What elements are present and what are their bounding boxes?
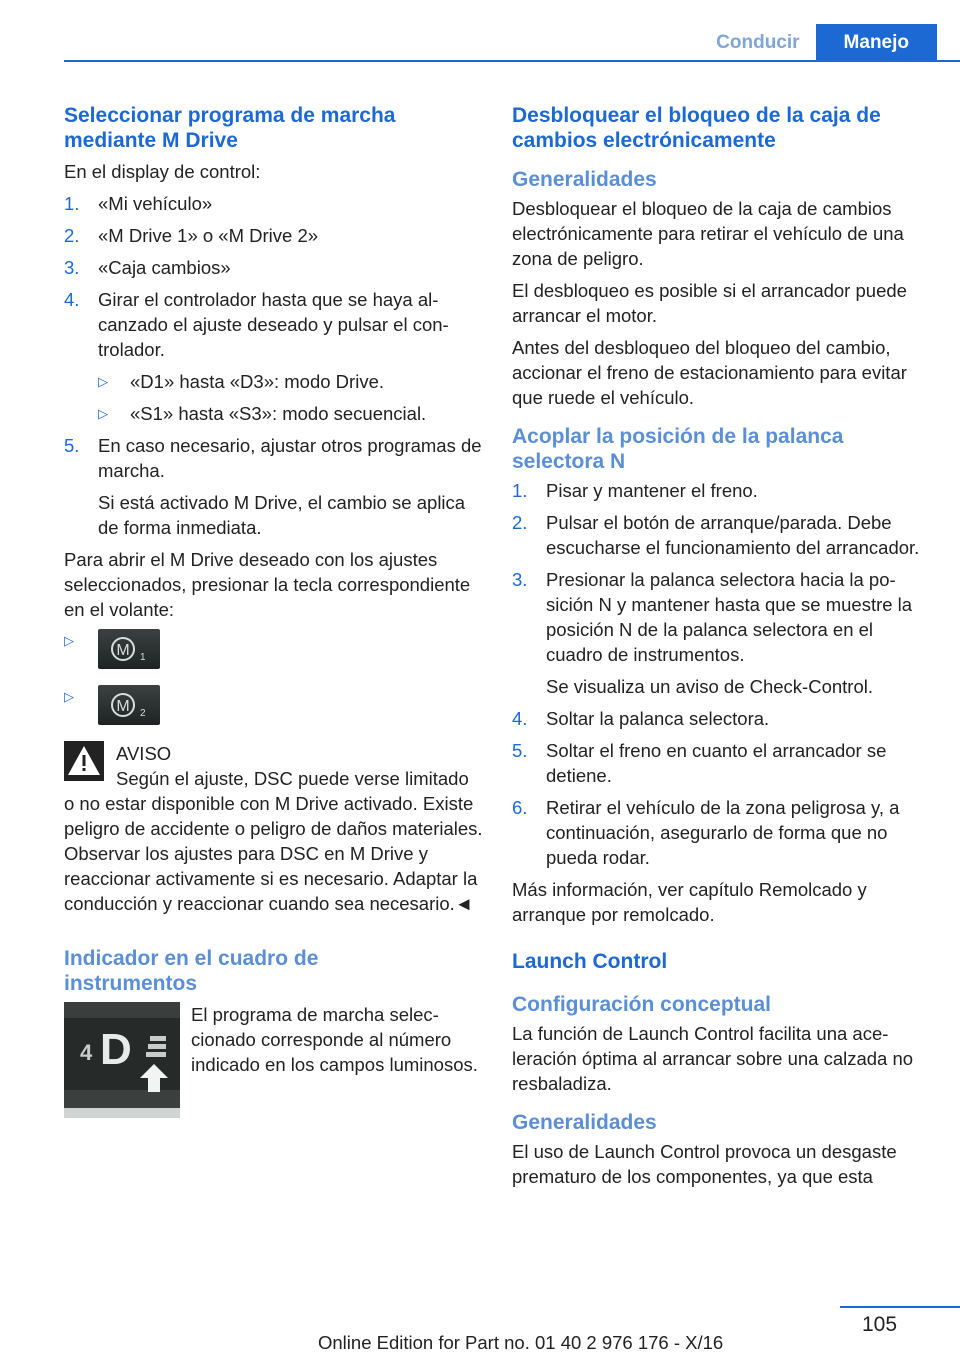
heading-desbloquear: Desbloquear el bloqueo de la caja de cambios electrónicamente [512, 104, 881, 152]
indicator-text: El programa de marcha seleccionado corresponde al número indicado en los campos luminosos. [191, 1004, 478, 1075]
triangle-bullet-icon: ▷ [64, 689, 74, 704]
list-item: 4. Girar el controlador hasta que se haya alcanzado el ajuste deseado y pulsar el controlador. [64, 289, 449, 360]
list-item: 5. Soltar el freno en cuanto el arrancador se detiene. [512, 740, 887, 786]
heading-launch-control: Launch Control [512, 950, 668, 973]
buttons-paragraph: Para abrir el M Drive deseado con los ajustes seleccionados, presionar la tecla correspondiente en el volante: [64, 549, 471, 620]
right-column [512, 103, 930, 1196]
instrument-cluster-image [64, 1002, 180, 1118]
subheading-generalidades-2: Generalidades [512, 1111, 657, 1134]
triangle-bullet-icon: ▷ [98, 374, 108, 389]
warning-body: Según el ajuste, DSC puede verse limitado o no estar disponible con M Drive activado. Existe peligro de accidente o peligro de daños materiales. Observar los ajustes para DSC en M Drive y reaccionar activamente si es necesario. Adaptar la conducción y reaccionar cuando sea necesario.◄ [64, 768, 483, 914]
svg-text:1: 1 [140, 652, 146, 663]
cluster-gear-letter: D [100, 1025, 132, 1074]
subheading-configuracion: Configuración conceptual [512, 993, 772, 1016]
step3-note: Se visualiza un aviso de Check-Control. [546, 676, 873, 697]
unlock-steps [512, 478, 930, 667]
paragraph: Antes del desbloqueo del bloqueo del cambio, accionar el freno de estacionamiento para evitar que ruede el vehículo. [512, 337, 907, 408]
list-item: 4. Soltar la palanca selectora. [512, 708, 770, 729]
sub-item: ▷ «S1» hasta «S3»: modo secuencial. [98, 403, 427, 424]
list-item: 3. Presionar la palanca selectora hacia la posición N y mantener hasta que se muestre la posición N de la palanca selectora en el cuadro de instrumentos. [512, 569, 913, 665]
list-item: 1. «Mi vehículo» [64, 193, 213, 214]
tab-manejo[interactable]: Manejo [816, 24, 937, 61]
list-item: 2. «M Drive 1» o «M Drive 2» [64, 225, 319, 246]
m-drive-steps-cont [64, 433, 484, 483]
tab-conducir[interactable]: Conducir [700, 24, 815, 61]
list-item: 2. Pulsar el botón de arranque/parada. Debe escucharse el funcionamiento del arrancador. [512, 512, 920, 558]
heading-indicador: Indicador en el cuadro de instrumentos [64, 947, 319, 995]
paragraph: El desbloqueo es posible si el arrancador puede arrancar el motor. [512, 280, 907, 326]
triangle-bullet-icon: ▷ [64, 633, 74, 648]
warning-title: AVISO [116, 743, 172, 764]
unlock-steps-cont [512, 706, 930, 870]
steering-button-m1 [64, 629, 484, 675]
steering-button-m2 [64, 685, 484, 731]
indicator-row [64, 1002, 484, 1118]
svg-text:2: 2 [140, 708, 146, 719]
footer-rule [840, 1306, 960, 1308]
header-tabs [700, 24, 937, 61]
svg-text:M: M [116, 698, 130, 715]
list-item: 6. Retirar el vehículo de la zona peligrosa y, a continuación, asegurarlo de forma que no pueda rodar. [512, 797, 900, 868]
paragraph: Desbloquear el bloqueo de la caja de cambios electrónicamente para retirar el vehículo de una zona de peligro. [512, 198, 904, 269]
page-number: 105 [862, 1313, 898, 1336]
intro-text: En el display de control: [64, 161, 261, 182]
m2-button-icon [98, 685, 160, 725]
heading-m-drive: Seleccionar programa de marcha mediante M Drive [64, 104, 396, 152]
triangle-bullet-icon: ▷ [98, 406, 108, 421]
sub-item: ▷ «D1» hasta «D3»: modo Drive. [98, 371, 384, 392]
m1-button-icon [98, 629, 160, 669]
svg-text:M: M [116, 642, 130, 659]
m-drive-steps [64, 191, 484, 362]
paragraph: El uso de Launch Control provoca un desgaste prematuro de los componentes, ya que esta [512, 1141, 897, 1187]
left-column [64, 103, 484, 1118]
footer-edition: Online Edition for Part no. 01 40 2 976 176 - X/16 [318, 1332, 724, 1353]
step5-note: Si está activado M Drive, el cambio se aplica de forma inmediata. [98, 492, 466, 538]
cluster-gear-digit: 4 [80, 1040, 93, 1065]
paragraph: La función de Launch Control facilita una aceleración óptima al arrancar sobre una calzada no resbaladiza. [512, 1023, 914, 1094]
warning-text [64, 766, 484, 916]
list-item: 1. Pisar y mantener el freno. [512, 480, 758, 501]
list-item: 5. En caso necesario, ajustar otros programas de marcha. [64, 435, 482, 481]
subheading-acoplar: Acoplar la posición de la palanca selectora N [512, 425, 844, 473]
list-item: 3. «Caja cambios» [64, 257, 231, 278]
more-info: Más información, ver capítulo Remolcado y arranque por remolcado. [512, 879, 867, 925]
subheading-generalidades: Generalidades [512, 168, 657, 191]
header-rule [64, 60, 960, 62]
